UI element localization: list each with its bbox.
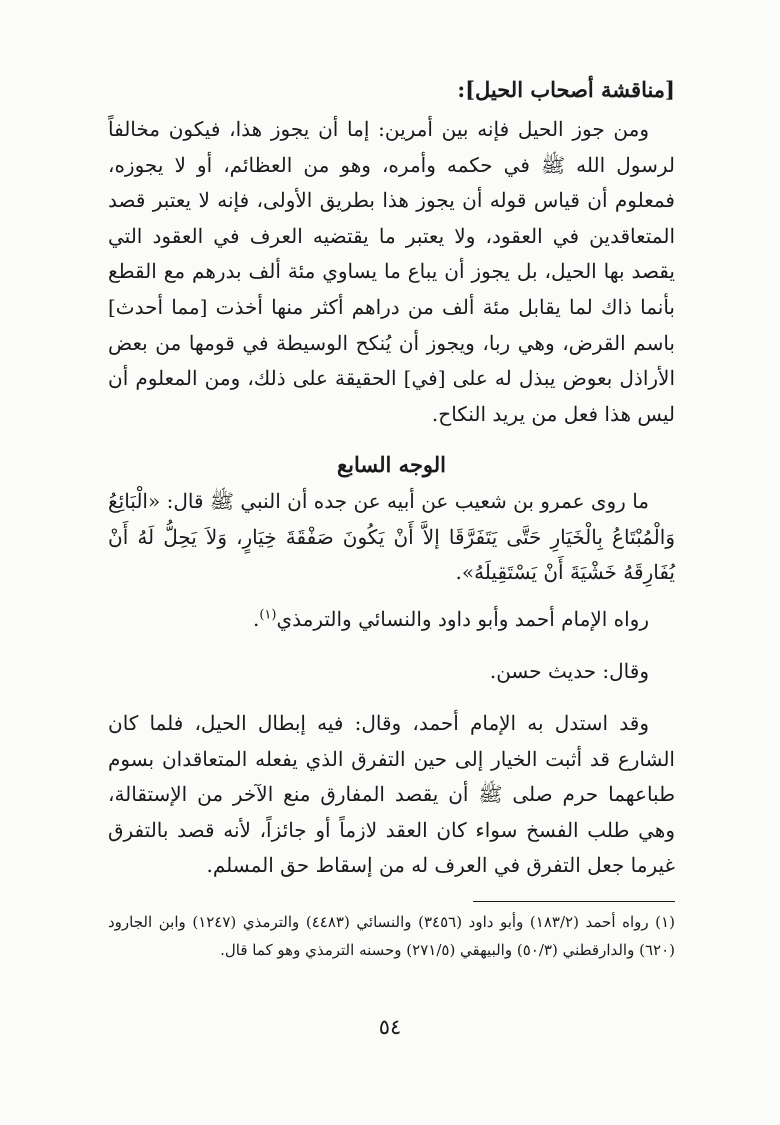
paragraph-4: وقال: حديث حسن.	[489, 659, 649, 683]
paragraph-5: وقد استدل به الإمام أحمد، وقال: فيه إبطال الحيل، فلما كان الشارع قد أثبت الخيار إلى حين التفرق الذي يفعله المتعاقدان بسوم طباعهما حرم صلى ﷺ أن يقصد المفارق منع الآخر من الإستقالة، وهي طلب الفسخ سواء كان العقد لازماً أو جائزاً، لأنه قصد بالتفرق غيرما جعل التفرق في العرف له من إسقاط حق المسلم.	[108, 711, 675, 878]
paragraph-1: ومن جوز الحيل فإنه بين أمرين: إما أن يجوز هذا، فيكون مخالفاً لرسول الله ﷺ في حكمه وأمره، وهو من العظائم، أو لا يجوزه، فمعلوم أن قياس قوله أن يجوز هذا بطريق الأولى، فإنه لا يعتبر قصد المتعاقدين في العقود، ولا يعتبر ما يقتضيه العرف في العقود التي يقصد بها الحيل، بل يجوز أن يباع ما يساوي مئة ألف بدرهم مع القطع بأنما ذاك لما يقابل مئة ألف من دراهم أكثر منها أخذت [مما أحدث] باسم القرض، وهي ربا، ويجوز أن يُنكح الوسيطة في قومها من بعض الأراذل بعوض يبذل له على [في] الحقيقة على ذلك، ومن المعلوم أن ليس هذا فعل من يريد النكاح.	[108, 117, 675, 426]
footnote-divider	[473, 901, 675, 902]
footnote: (١) رواه أحمد (١٨٣/٢) وأبو داود (٣٤٥٦) والنسائي (٤٤٨٣) والترمذي (١٢٤٧) وابن الجارود (٦٢٠) والدارقطني (٥٠/٣) والبيهقي (٢٧١/٥) وحسنه الترمذي وهو كما قال.	[108, 913, 675, 959]
footnote-reference: (١)	[259, 607, 277, 623]
section-title: الوجه السابع	[336, 452, 447, 477]
section-heading: [مناقشة أصحاب الحيل]:	[457, 77, 675, 102]
paragraph-3-end: .	[252, 607, 260, 631]
paragraph-3	[108, 602, 675, 638]
page-number: ٥٤	[378, 1015, 402, 1039]
paragraph-2: ما روى عمرو بن شعيب عن أبيه عن جده أن النبي ﷺ قال: «الْبَائِعُ وَالْمُبْتَاعُ بِالْخَيَارِ حَتَّى يَتَفَرَّقَا إلاَّ أَنْ يَكُونَ صَفْقَةَ خِيَارٍ، وَلاَ يَحِلُّ لَهُ أَنْ يُفَارِقَهُ خَشْيَةَ أَنْ يَسْتَقِيلَهُ».	[108, 489, 675, 585]
paragraph-3-text: رواه الإمام أحمد وأبو داود والنسائي والترمذي	[276, 607, 649, 631]
